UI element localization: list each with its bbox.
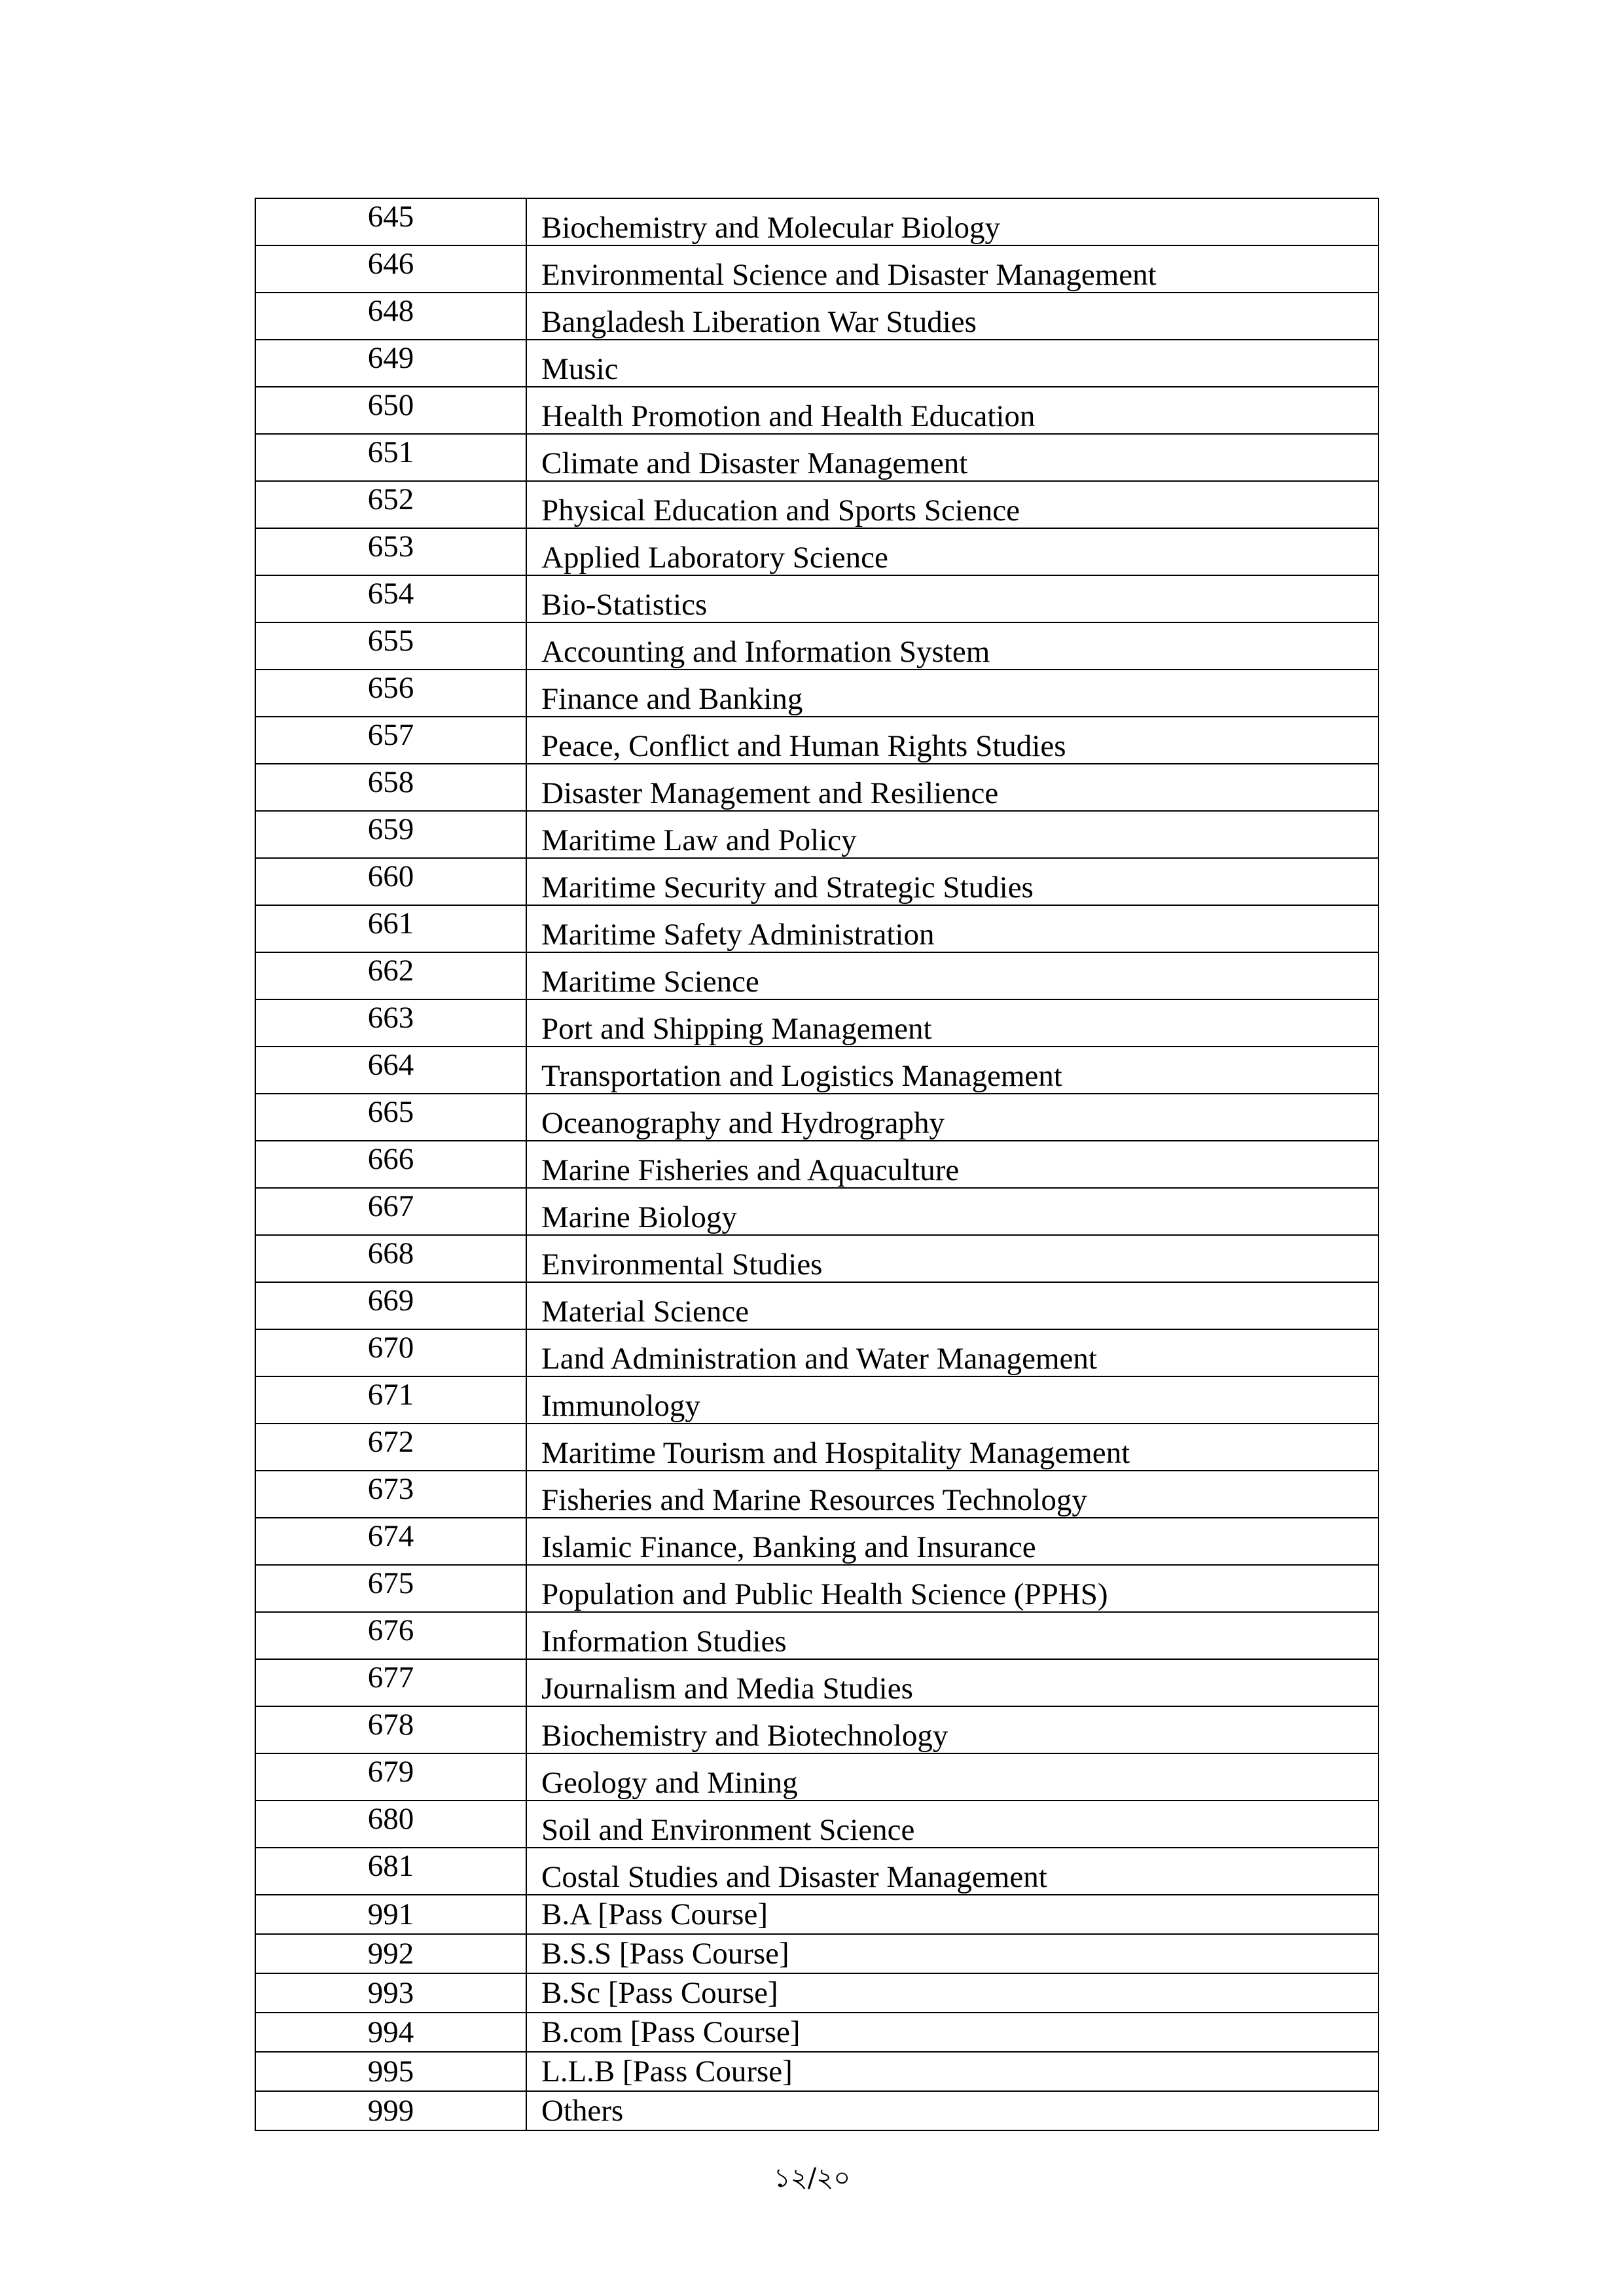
subject-code-cell: 667 (255, 1188, 526, 1235)
table-row (255, 1565, 1379, 1612)
subject-name-cell: Disaster Management and Resilience (526, 764, 1379, 811)
table-row (255, 293, 1379, 340)
subject-name-cell: Immunology (526, 1376, 1379, 1424)
subject-name-cell: Climate and Disaster Management (526, 434, 1379, 481)
table-row (255, 764, 1379, 811)
subject-name-cell: Biochemistry and Molecular Biology (526, 198, 1379, 245)
table-row (255, 622, 1379, 670)
subject-name-cell: Marine Biology (526, 1188, 1379, 1235)
subject-code-cell: 993 (255, 1973, 526, 2013)
subject-name-cell: Music (526, 340, 1379, 387)
table-body (255, 198, 1379, 2130)
subject-code-cell: 995 (255, 2052, 526, 2091)
subject-name-cell: Land Administration and Water Management (526, 1329, 1379, 1376)
table-row (255, 670, 1379, 717)
subject-code-cell: 645 (255, 198, 526, 245)
subject-name-cell: Biochemistry and Biotechnology (526, 1706, 1379, 1753)
table-row (255, 1376, 1379, 1424)
table-row (255, 1895, 1379, 1934)
subject-code-cell: 664 (255, 1047, 526, 1094)
subject-name-cell: Applied Laboratory Science (526, 528, 1379, 575)
subject-name-cell: Oceanography and Hydrography (526, 1094, 1379, 1141)
table-row (255, 1282, 1379, 1329)
subject-name-cell: L.L.B [Pass Course] (526, 2052, 1379, 2091)
table-row (255, 1235, 1379, 1282)
table-row (255, 245, 1379, 293)
subject-code-cell: 668 (255, 1235, 526, 1282)
table-row (255, 387, 1379, 434)
subject-name-cell: Transportation and Logistics Management (526, 1047, 1379, 1094)
subject-code-cell: 673 (255, 1471, 526, 1518)
subject-name-cell: Environmental Science and Disaster Management (526, 245, 1379, 293)
table-row (255, 1934, 1379, 1973)
subject-name-cell: Fisheries and Marine Resources Technology (526, 1471, 1379, 1518)
table-row (255, 999, 1379, 1047)
subject-name-cell: Port and Shipping Management (526, 999, 1379, 1047)
subject-name-cell: B.S.S [Pass Course] (526, 1934, 1379, 1973)
subject-code-cell: 669 (255, 1282, 526, 1329)
subject-code-cell: 678 (255, 1706, 526, 1753)
subject-name-cell: B.A [Pass Course] (526, 1895, 1379, 1934)
subject-name-cell: Material Science (526, 1282, 1379, 1329)
subject-code-cell: 654 (255, 575, 526, 622)
subject-name-cell: Costal Studies and Disaster Management (526, 1848, 1379, 1895)
subject-name-cell: Information Studies (526, 1612, 1379, 1659)
subject-name-cell: Bio-Statistics (526, 575, 1379, 622)
subject-code-cell: 651 (255, 434, 526, 481)
subject-name-cell: Soil and Environment Science (526, 1801, 1379, 1848)
subject-name-cell: Maritime Law and Policy (526, 811, 1379, 858)
subject-name-cell: B.Sc [Pass Course] (526, 1973, 1379, 2013)
table-row (255, 1659, 1379, 1706)
table-row (255, 1801, 1379, 1848)
table-row (255, 2091, 1379, 2130)
subject-name-cell: Physical Education and Sports Science (526, 481, 1379, 528)
subject-code-cell: 658 (255, 764, 526, 811)
subject-code-cell: 656 (255, 670, 526, 717)
subject-code-cell: 659 (255, 811, 526, 858)
subject-code-cell: 652 (255, 481, 526, 528)
subject-name-cell: Geology and Mining (526, 1753, 1379, 1801)
subject-code-cell: 994 (255, 2013, 526, 2052)
table-row (255, 528, 1379, 575)
table-row (255, 2052, 1379, 2091)
page-number: ১২/২০ (773, 2163, 851, 2193)
subject-name-cell: Islamic Finance, Banking and Insurance (526, 1518, 1379, 1565)
subject-name-cell: Marine Fisheries and Aquaculture (526, 1141, 1379, 1188)
table-row (255, 340, 1379, 387)
subject-code-cell: 679 (255, 1753, 526, 1801)
table-row (255, 575, 1379, 622)
subject-name-cell: Environmental Studies (526, 1235, 1379, 1282)
subject-code-cell: 648 (255, 293, 526, 340)
subject-code-cell: 992 (255, 1934, 526, 1973)
subject-name-cell: Population and Public Health Science (PPHS) (526, 1565, 1379, 1612)
subject-code-cell: 991 (255, 1895, 526, 1934)
table-row (255, 1753, 1379, 1801)
subject-name-cell: Accounting and Information System (526, 622, 1379, 670)
subject-name-cell: Maritime Tourism and Hospitality Management (526, 1424, 1379, 1471)
subject-code-cell: 655 (255, 622, 526, 670)
table-row (255, 1329, 1379, 1376)
subject-name-cell: Maritime Science (526, 952, 1379, 999)
subject-name-cell: Maritime Safety Administration (526, 905, 1379, 952)
table-row (255, 481, 1379, 528)
table-row (255, 905, 1379, 952)
subject-code-cell: 676 (255, 1612, 526, 1659)
subject-code-cell: 675 (255, 1565, 526, 1612)
subject-code-cell: 674 (255, 1518, 526, 1565)
table-row (255, 434, 1379, 481)
table-row (255, 858, 1379, 905)
table-row (255, 2013, 1379, 2052)
subject-code-cell: 650 (255, 387, 526, 434)
subject-name-cell: Bangladesh Liberation War Studies (526, 293, 1379, 340)
subject-name-cell: B.com [Pass Course] (526, 2013, 1379, 2052)
table-row (255, 1848, 1379, 1895)
table-row (255, 198, 1379, 245)
subject-code-cell: 649 (255, 340, 526, 387)
table-row (255, 1518, 1379, 1565)
subject-code-cell: 670 (255, 1329, 526, 1376)
subject-code-cell: 672 (255, 1424, 526, 1471)
table-row (255, 1706, 1379, 1753)
subject-code-cell: 999 (255, 2091, 526, 2130)
subject-name-cell: Others (526, 2091, 1379, 2130)
table-row (255, 717, 1379, 764)
subject-code-cell: 646 (255, 245, 526, 293)
table-row (255, 1047, 1379, 1094)
subject-code-cell: 660 (255, 858, 526, 905)
subject-code-cell: 653 (255, 528, 526, 575)
subject-code-cell: 662 (255, 952, 526, 999)
table-row (255, 1612, 1379, 1659)
subject-code-table (255, 198, 1379, 2131)
subject-code-cell: 666 (255, 1141, 526, 1188)
subject-code-cell: 663 (255, 999, 526, 1047)
subject-name-cell: Peace, Conflict and Human Rights Studies (526, 717, 1379, 764)
subject-name-cell: Health Promotion and Health Education (526, 387, 1379, 434)
subject-code-cell: 681 (255, 1848, 526, 1895)
subject-code-cell: 665 (255, 1094, 526, 1141)
table-row (255, 1094, 1379, 1141)
subject-code-cell: 680 (255, 1801, 526, 1848)
subject-name-cell: Maritime Security and Strategic Studies (526, 858, 1379, 905)
table-row (255, 1188, 1379, 1235)
table-row (255, 1471, 1379, 1518)
table-row (255, 1424, 1379, 1471)
table-row (255, 1973, 1379, 2013)
subject-name-cell: Journalism and Media Studies (526, 1659, 1379, 1706)
subject-code-cell: 657 (255, 717, 526, 764)
subject-code-cell: 661 (255, 905, 526, 952)
table-row (255, 811, 1379, 858)
subject-code-cell: 671 (255, 1376, 526, 1424)
subject-name-cell: Finance and Banking (526, 670, 1379, 717)
table-row (255, 1141, 1379, 1188)
subject-code-cell: 677 (255, 1659, 526, 1706)
table-row (255, 952, 1379, 999)
